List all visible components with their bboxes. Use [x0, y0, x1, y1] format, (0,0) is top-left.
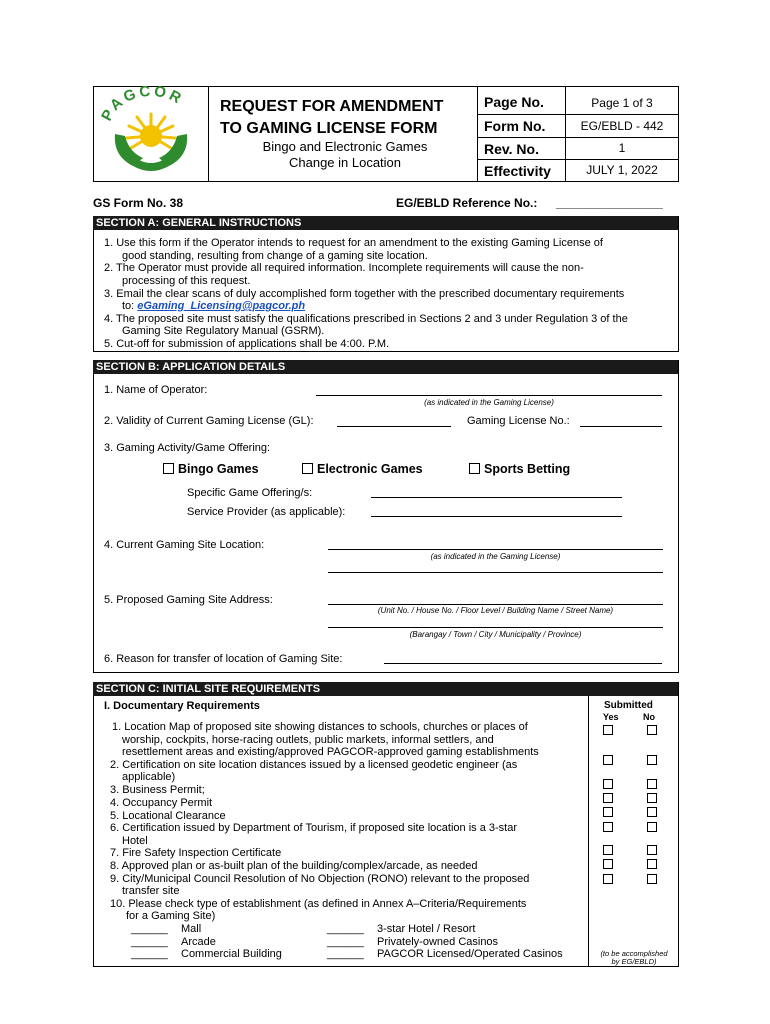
- proposed-site-note-2: (Barangay / Town / City / Municipality / Province): [409, 630, 582, 639]
- establishment-commercial: Commercial Building: [181, 948, 282, 960]
- meta-label-rev: Rev. No.: [484, 141, 539, 157]
- meta-value-rev: 1: [618, 141, 626, 155]
- yes-checkbox-3[interactable]: [603, 779, 613, 789]
- requirement-line: 3. Business Permit;: [110, 784, 205, 796]
- instruction-line: processing of this request.: [122, 275, 251, 287]
- service-provider-input[interactable]: [371, 516, 622, 517]
- proposed-site-input-2[interactable]: [328, 627, 663, 628]
- pagcor-logo: [93, 86, 209, 182]
- license-no-input[interactable]: [580, 426, 662, 427]
- establishment-mall: Mall: [181, 923, 202, 935]
- current-site-input[interactable]: [328, 549, 663, 550]
- yes-checkbox-8[interactable]: [603, 859, 613, 869]
- email-link[interactable]: eGaming_Licensing@pagcor.ph: [137, 300, 306, 312]
- instruction-line: 5. Cut-off for submission of applications shall be 4:00. P.M.: [104, 338, 390, 350]
- no-checkbox-4[interactable]: [647, 793, 657, 803]
- specific-offering-input[interactable]: [371, 497, 622, 498]
- meta-value-form: EG/EBLD - 442: [580, 119, 664, 133]
- no-header: No: [643, 712, 655, 722]
- no-checkbox-5[interactable]: [647, 807, 657, 817]
- specific-offering-label: Specific Game Offering/s:: [187, 487, 313, 499]
- instruction-line: 4. The proposed site must satisfy the qualifications prescribed in Sections 2 and 3 under Regulation 3 of the: [104, 313, 628, 325]
- documentary-req-title: I. Documentary Requirements: [104, 700, 260, 712]
- section-a-title: SECTION A: GENERAL INSTRUCTIONS: [93, 216, 678, 230]
- instruction-line: 2. The Operator must provide all required information. Incomplete requirements will cause the non-: [104, 262, 584, 274]
- no-checkbox-8[interactable]: [647, 859, 657, 869]
- instruction-line: to: eGaming_Licensing@pagcor.ph: [122, 300, 306, 312]
- form-title-line2: TO GAMING LICENSE FORM: [220, 120, 438, 137]
- proposed-site-label: 5. Proposed Gaming Site Address:: [104, 594, 273, 606]
- validity-input[interactable]: [337, 426, 451, 427]
- reference-label: EG/EBLD Reference No.:: [396, 196, 538, 210]
- establishment-blank[interactable]: ______: [327, 948, 364, 960]
- section-b-title: SECTION B: APPLICATION DETAILS: [93, 360, 678, 374]
- meta-value-effectivity: JULY 1, 2022: [586, 163, 658, 177]
- no-checkbox-2[interactable]: [647, 755, 657, 765]
- requirement-line: 1. Location Map of proposed site showing distances to schools, churches or places of: [112, 721, 528, 733]
- proposed-site-input[interactable]: [328, 604, 663, 605]
- requirement-line: Hotel: [122, 835, 148, 847]
- meta-label-effectivity: Effectivity: [484, 163, 551, 179]
- operator-label: 1. Name of Operator:: [104, 384, 208, 396]
- form-title-line1: REQUEST FOR AMENDMENT: [220, 98, 444, 115]
- yes-checkbox-9[interactable]: [603, 874, 613, 884]
- yes-checkbox-2[interactable]: [603, 755, 613, 765]
- reason-input[interactable]: [384, 663, 662, 664]
- establishment-arcade: Arcade: [181, 936, 216, 948]
- requirement-line: 4. Occupancy Permit: [110, 797, 213, 809]
- establishment-blank[interactable]: ______: [131, 923, 168, 935]
- requirement-line: worship, cockpits, horse-racing outlets, public markets, informal settlers, and: [122, 734, 494, 746]
- current-site-label: 4. Current Gaming Site Location:: [104, 539, 265, 551]
- svg-text:PAGCOR: PAGCOR: [98, 86, 187, 124]
- form-subtitle-line1: Bingo and Electronic Games: [262, 139, 428, 154]
- establishment-private-casino: Privately-owned Casinos: [377, 936, 499, 948]
- no-checkbox-1[interactable]: [647, 725, 657, 735]
- sports-betting-checkbox[interactable]: [469, 463, 480, 474]
- establishment-blank[interactable]: ______: [327, 923, 364, 935]
- requirement-line: 2. Certification on site location distances issued by a licensed geodetic engineer (as: [110, 759, 518, 771]
- yes-checkbox-7[interactable]: [603, 845, 613, 855]
- requirement-line: 10. Please check type of establishment (as defined in Annex A–Criteria/Requirements: [110, 898, 527, 910]
- establishment-hotel: 3-star Hotel / Resort: [377, 923, 476, 935]
- requirement-line: 6. Certification issued by Department of Tourism, if proposed site location is a 3-star: [110, 822, 517, 834]
- license-no-label: Gaming License No.:: [467, 415, 570, 427]
- instruction-line: 3. Email the clear scans of duly accomplished form together with the prescribed documentary requirements: [104, 288, 625, 300]
- requirement-line: 9. City/Municipal Council Resolution of No Objection (RONO) relevant to the proposed: [110, 873, 530, 885]
- meta-value-page: Page 1 of 3: [591, 96, 653, 110]
- establishment-blank[interactable]: ______: [131, 936, 168, 948]
- requirement-line: transfer site: [122, 885, 180, 897]
- no-checkbox-6[interactable]: [647, 822, 657, 832]
- service-provider-label: Service Provider (as applicable):: [187, 506, 346, 518]
- establishment-blank[interactable]: ______: [131, 948, 168, 960]
- instruction-line: 1. Use this form if the Operator intends to request for an amendment to the existing Gaming License of: [104, 237, 603, 249]
- requirement-line: for a Gaming Site): [126, 910, 216, 922]
- bingo-label: Bingo Games: [178, 462, 259, 476]
- sports-betting-label: Sports Betting: [484, 462, 571, 476]
- no-checkbox-7[interactable]: [647, 845, 657, 855]
- operator-input[interactable]: [316, 395, 662, 396]
- yes-checkbox-6[interactable]: [603, 822, 613, 832]
- submitted-header: Submitted: [604, 700, 653, 711]
- requirement-line: resettlement areas and existing/approved PAGCOR-approved gaming establishments: [122, 746, 539, 758]
- establishment-pagcor-casino: PAGCOR Licensed/Operated Casinos: [377, 948, 563, 960]
- eg-ebld-note-1: (to be accomplished: [600, 949, 668, 958]
- reason-label: 6. Reason for transfer of location of Gaming Site:: [104, 653, 343, 665]
- yes-checkbox-4[interactable]: [603, 793, 613, 803]
- requirement-line: 7. Fire Safety Inspection Certificate: [110, 847, 282, 859]
- yes-checkbox-1[interactable]: [603, 725, 613, 735]
- meta-label-page: Page No.: [484, 94, 544, 110]
- current-site-input-2[interactable]: [328, 572, 663, 573]
- meta-label-form: Form No.: [484, 118, 546, 134]
- current-site-note: (as indicated in the Gaming License): [430, 552, 561, 561]
- yes-header: Yes: [603, 712, 619, 722]
- no-checkbox-3[interactable]: [647, 779, 657, 789]
- form-subtitle-line2: Change in Location: [288, 155, 402, 170]
- requirement-line: applicable): [122, 771, 176, 783]
- section-c-title: SECTION C: INITIAL SITE REQUIREMENTS: [93, 682, 678, 696]
- validity-label: 2. Validity of Current Gaming License (GL):: [104, 415, 314, 427]
- eg-ebld-note-2: by EG/EBLD): [611, 957, 657, 966]
- reference-field[interactable]: ________________: [556, 196, 663, 210]
- requirement-line: 5. Locational Clearance: [110, 810, 226, 822]
- electronic-games-checkbox[interactable]: [302, 463, 313, 474]
- electronic-games-label: Electronic Games: [317, 462, 423, 476]
- requirement-line: 8. Approved plan or as-built plan of the building/complex/arcade, as needed: [110, 860, 478, 872]
- no-checkbox-9[interactable]: [647, 874, 657, 884]
- instruction-line: Gaming Site Regulatory Manual (GSRM).: [122, 325, 325, 337]
- yes-checkbox-5[interactable]: [603, 807, 613, 817]
- activity-label: 3. Gaming Activity/Game Offering:: [104, 442, 271, 454]
- operator-note: (as indicated in the Gaming License): [424, 398, 554, 407]
- establishment-blank[interactable]: ______: [327, 936, 364, 948]
- gs-form-no: GS Form No. 38: [93, 196, 184, 210]
- bingo-checkbox[interactable]: [163, 463, 174, 474]
- instruction-line: good standing, resulting from change of a gaming site location.: [122, 250, 428, 262]
- proposed-site-note-1: (Unit No. / House No. / Floor Level / Building Name / Street Name): [377, 606, 614, 615]
